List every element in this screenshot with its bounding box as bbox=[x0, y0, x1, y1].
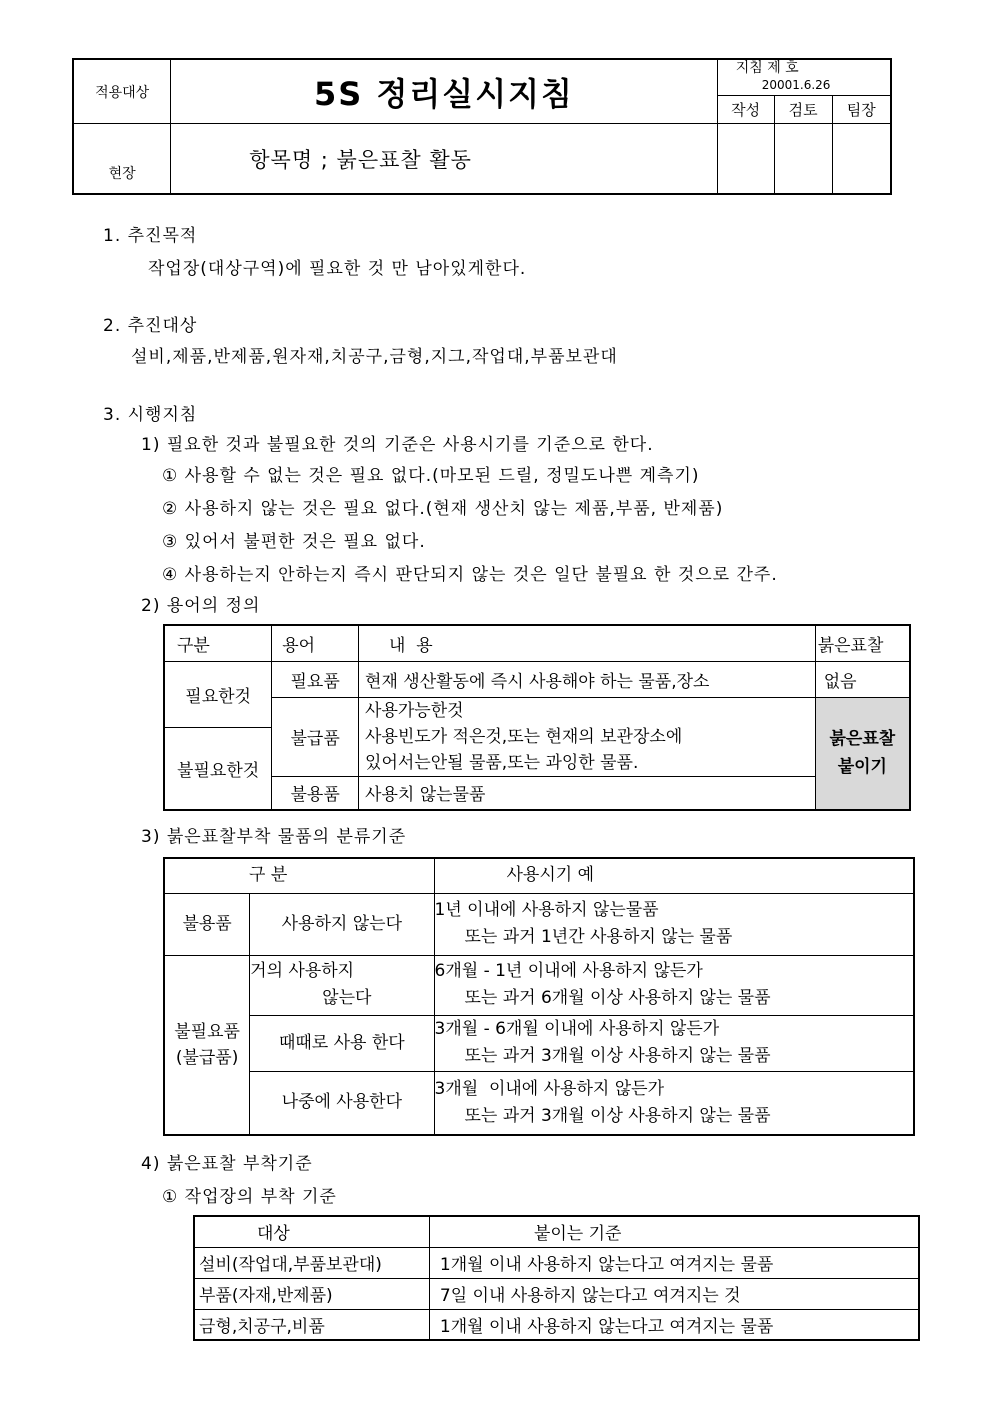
tag-line: 붉은표찰 bbox=[829, 729, 896, 750]
sub-category-line: 않는다 bbox=[322, 988, 372, 1008]
section-2-title: 2. 추진대상 bbox=[103, 316, 198, 336]
sub-category-cell: 사용하지 않는다 bbox=[250, 893, 434, 955]
table-header: 붉은표찰 bbox=[815, 625, 910, 661]
document-header bbox=[72, 58, 892, 195]
section-3-3: 3) 붉은표찰부착 물품의 분류기준 bbox=[141, 827, 407, 847]
doc-number bbox=[717, 59, 891, 95]
section-3-2: 2) 용어의 정의 bbox=[141, 596, 261, 616]
term-cell: 불급품 bbox=[272, 697, 359, 776]
category-cell: 불용품 bbox=[164, 893, 250, 955]
criteria-cell: 1개월 이내 사용하지 않는다고 여겨지는 물품 bbox=[429, 1247, 919, 1278]
table-row bbox=[194, 1309, 919, 1340]
section-3-1-item: ③ 있어서 불편한 것은 필요 없다. bbox=[162, 532, 426, 552]
sub-category-line: 거의 사용하지 bbox=[250, 961, 355, 981]
category-cell bbox=[164, 955, 250, 1135]
section-3-1: 1) 필요한 것과 불필요한 것의 기준은 사용시기를 기준으로 한다. bbox=[141, 435, 654, 455]
item-subtitle: 항목명 ; 붉은표찰 활동 bbox=[171, 124, 717, 194]
category-cell: 필요한것 bbox=[164, 661, 272, 727]
table-header: 붙이는 기준 bbox=[429, 1216, 919, 1247]
content-line: 사용빈도가 적은것,또는 현재의 보관장소에 bbox=[365, 726, 683, 747]
red-tag-attach-cell bbox=[815, 697, 910, 810]
page-title: 5S 정리실시지침 bbox=[171, 59, 717, 124]
table-header: 대상 bbox=[194, 1216, 429, 1247]
table-header: 내 용 bbox=[359, 625, 816, 661]
category-line: 불필요품 bbox=[174, 1021, 240, 1042]
section-3-1-item: ① 사용할 수 없는 것은 필요 없다.(마모된 드릴, 정밀도나쁜 계측기) bbox=[162, 466, 700, 486]
sign-write-label: 작성 bbox=[717, 95, 774, 124]
tag-line: 붙이기 bbox=[837, 757, 887, 778]
usage-line: 또는 과거 3개월 이상 사용하지 않는 물품 bbox=[464, 1105, 771, 1126]
scope-label: 적용대상 bbox=[73, 59, 171, 124]
attach-criteria-table bbox=[193, 1215, 920, 1341]
usage-line: 6개월 - 1년 이내에 사용하지 않든가 bbox=[434, 961, 703, 981]
usage-line: 또는 과거 3개월 이상 사용하지 않는 물품 bbox=[464, 1046, 771, 1066]
sub-category-cell: 나중에 사용한다 bbox=[250, 1071, 434, 1135]
table-header: 구 분 bbox=[164, 858, 434, 893]
usage-line: 또는 과거 6개월 이상 사용하지 않는 물품 bbox=[464, 988, 771, 1008]
section-2-body: 설비,제품,반제품,원자재,치공구,금형,지그,작업대,부품보관대 bbox=[131, 347, 618, 367]
criteria-cell: 7일 이내 사용하지 않는다고 여겨지는 것 bbox=[429, 1278, 919, 1309]
table-row bbox=[194, 1247, 919, 1278]
table-row bbox=[194, 1278, 919, 1309]
criteria-cell: 1개월 이내 사용하지 않는다고 여겨지는 물품 bbox=[429, 1309, 919, 1340]
content-cell: 사용치 않는물품 bbox=[359, 776, 816, 810]
tag-cell: 없음 bbox=[815, 661, 910, 697]
usage-cell bbox=[434, 1015, 914, 1071]
section-3-1-item: ④ 사용하는지 안하는지 즉시 판단되지 않는 것은 일단 불필요 한 것으로 간주. bbox=[162, 565, 778, 585]
usage-line: 1년 이내에 사용하지 않는물품 bbox=[434, 900, 659, 920]
term-cell: 불용품 bbox=[272, 776, 359, 810]
usage-line: 3개월 이내에 사용하지 않든가 bbox=[434, 1078, 664, 1099]
site-label: 현장 bbox=[73, 124, 171, 194]
term-cell: 필요품 bbox=[272, 661, 359, 697]
target-cell: 설비(작업대,부품보관대) bbox=[194, 1247, 429, 1278]
table-header: 용어 bbox=[272, 625, 359, 661]
content-line: 있어서는안될 물품,또는 과잉한 물품. bbox=[365, 752, 639, 773]
sign-review-label: 검토 bbox=[774, 95, 832, 124]
table-header: 사용시기 예 bbox=[434, 858, 914, 893]
sign-lead-label: 팀장 bbox=[832, 95, 891, 124]
section-3-4-item: ① 작업장의 부착 기준 bbox=[162, 1187, 337, 1207]
table-header: 구분 bbox=[164, 625, 272, 661]
target-cell: 금형,치공구,비품 bbox=[194, 1309, 429, 1340]
sign-lead-box bbox=[832, 124, 891, 194]
content-cell: 현재 생산활동에 즉시 사용해야 하는 물품,장소 bbox=[359, 661, 816, 697]
terms-table bbox=[163, 624, 911, 811]
section-3-4: 4) 붉은표찰 부착기준 bbox=[141, 1154, 313, 1174]
sign-write-box bbox=[717, 124, 774, 194]
usage-cell bbox=[434, 1071, 914, 1135]
sub-category-cell: 때때로 사용 한다 bbox=[250, 1015, 434, 1071]
usage-line: 또는 과거 1년간 사용하지 않는 물품 bbox=[464, 927, 733, 947]
sub-category-cell bbox=[250, 955, 434, 1015]
usage-cell bbox=[434, 893, 914, 955]
category-line: (불급품) bbox=[175, 1047, 239, 1068]
usage-cell bbox=[434, 955, 914, 1015]
section-1-body: 작업장(대상구역)에 필요한 것 만 남아있게한다. bbox=[148, 259, 527, 279]
section-3-1-item: ② 사용하지 않는 것은 필요 없다.(현재 생산치 않는 제품,부품, 반제품) bbox=[162, 499, 724, 519]
content-cell bbox=[359, 697, 816, 776]
sign-review-box bbox=[774, 124, 832, 194]
category-cell: 불필요한것 bbox=[164, 727, 272, 810]
doc-number-label: 지침 제 호 bbox=[735, 60, 799, 76]
doc-date: 20001.6.26 bbox=[761, 78, 831, 92]
usage-line: 3개월 - 6개월 이내에 사용하지 않든가 bbox=[434, 1019, 720, 1039]
content-line: 사용가능한것 bbox=[365, 700, 464, 721]
section-1-title: 1. 추진목적 bbox=[103, 226, 198, 246]
section-3-title: 3. 시행지침 bbox=[103, 405, 198, 425]
target-cell: 부품(자재,반제품) bbox=[194, 1278, 429, 1309]
classification-table bbox=[163, 857, 915, 1136]
